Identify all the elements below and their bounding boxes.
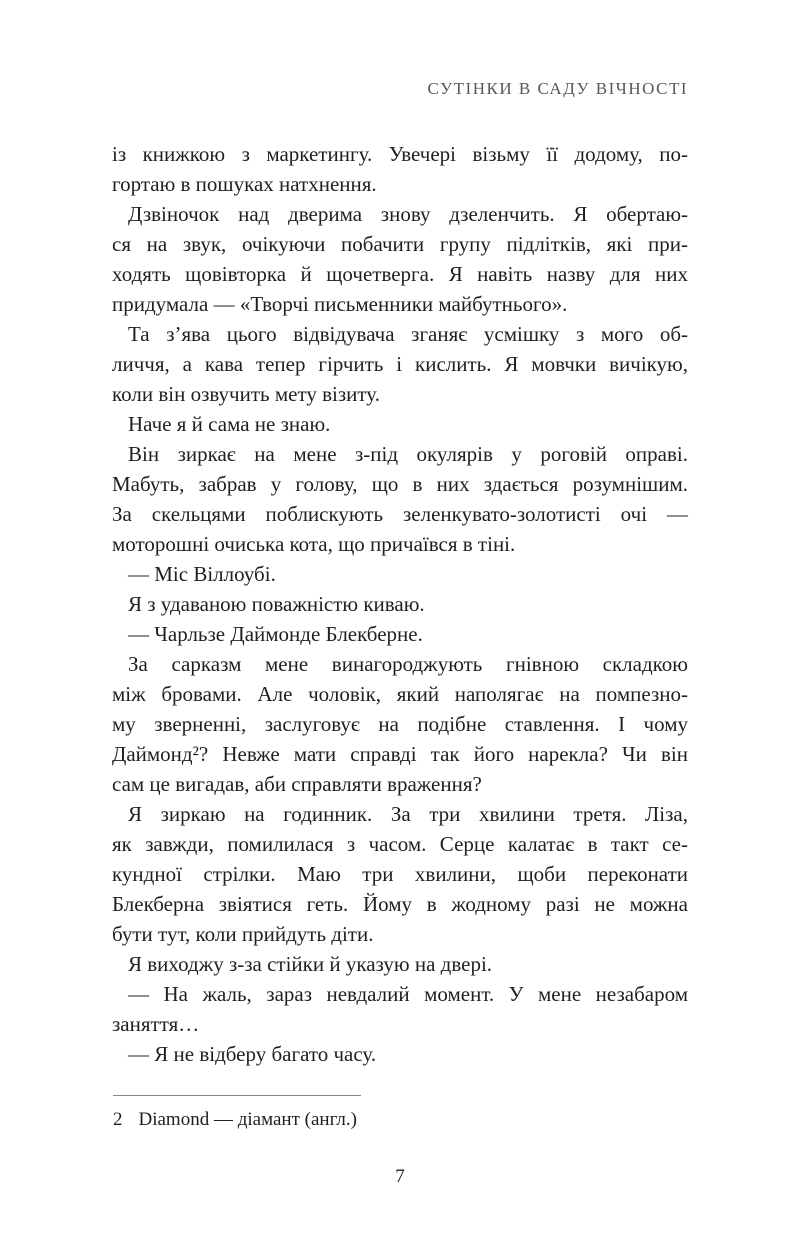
paragraph [112, 949, 688, 979]
paragraph [112, 439, 688, 559]
text-line: сам це вигадав, аби справляти враження? [112, 772, 482, 796]
text-line: За сарказм мене винагороджують гнівною складкою [128, 652, 688, 676]
text-line: Він зиркає на мене з-під окулярів у роговій оправі. [128, 442, 688, 466]
text-line: Я виходжу з-за стійки й указую на двері. [128, 952, 493, 976]
text-line: му зверненні, заслуговує на подібне ставлення. І чому [112, 712, 688, 736]
text-line: — На жаль, зараз невдалий момент. У мене незабаром [128, 982, 688, 1006]
paragraph [112, 589, 688, 619]
text-line: личчя, а кава тепер гірчить і кислить. Я мовчки вичікую, [112, 352, 688, 376]
text-line: коли він озвучить мету візиту. [112, 382, 380, 406]
text-line: За скельцями поблискують зеленкувато-золотисті очі — [112, 502, 688, 526]
text-line: гортаю в пошуках натхнення. [112, 172, 377, 196]
text-line: моторошні очиська кота, що причаївся в тіні. [112, 532, 516, 556]
paragraph [112, 559, 688, 589]
text-line: ся на звук, очікуючи побачити групу підлітків, які при- [112, 232, 688, 256]
text-line: Мабуть, забрав у голову, що в них здається розумнішим. [112, 472, 688, 496]
page-number: 7 [395, 1166, 405, 1187]
text-line: придумала — «Творчі письменники майбутнього». [112, 292, 568, 316]
text-line: Блекберна звіятися геть. Йому в жодному разі не можна [112, 892, 688, 916]
paragraph [112, 1039, 688, 1069]
paragraph [112, 409, 688, 439]
text-line: Я з удаваною поважністю киваю. [128, 592, 425, 616]
running-head: СУТІНКИ В САДУ ВІЧНОСТІ [427, 79, 688, 98]
text-line: Я зиркаю на годинник. За три хвилини третя. Ліза, [128, 802, 688, 826]
text-line: — Чарльзе Даймонде Блекберне. [128, 622, 423, 646]
paragraph [112, 199, 688, 319]
text-line: із книжкою з маркетингу. Увечері візьму її додому, по- [112, 142, 688, 166]
paragraph [112, 139, 688, 199]
paragraph [112, 319, 688, 409]
text-line: між бровами. Але чоловік, який наполягає на помпезно- [112, 682, 688, 706]
paragraph [112, 619, 688, 649]
text-line: кундної стрілки. Маю три хвилини, щоби переконати [112, 862, 688, 886]
paragraph [112, 649, 688, 799]
text-line: Дзвіночок над дверима знову дзеленчить. Я обертаю- [128, 202, 688, 226]
text-line: Даймонд²? Невже мати справді так його нарекла? Чи він [112, 742, 688, 766]
footnote [113, 1095, 689, 1131]
text-line: Та з’ява цього відвідувача зганяє усмішку з мого об- [128, 322, 688, 346]
text-line: Наче я й сама не знаю. [128, 412, 331, 436]
text-line: як завжди, помилилася з часом. Серце калатає в такт се- [112, 832, 688, 856]
footnote-marker: 2 [113, 1109, 123, 1130]
footnote-divider [113, 1095, 361, 1096]
text-line: бути тут, коли прийдуть діти. [112, 922, 374, 946]
text-line: заняття… [112, 1012, 200, 1036]
page-body [112, 139, 688, 1069]
text-line: — Я не відберу багато часу. [128, 1042, 377, 1066]
text-line: — Міс Віллоубі. [128, 562, 276, 586]
paragraph [112, 979, 688, 1039]
footnote-text-line [113, 1109, 689, 1131]
footnote-text: Diamond — діамант (англ.) [138, 1109, 357, 1130]
text-line: ходять щовівторка й щочетверга. Я навіть назву для них [112, 262, 688, 286]
paragraph [112, 799, 688, 949]
